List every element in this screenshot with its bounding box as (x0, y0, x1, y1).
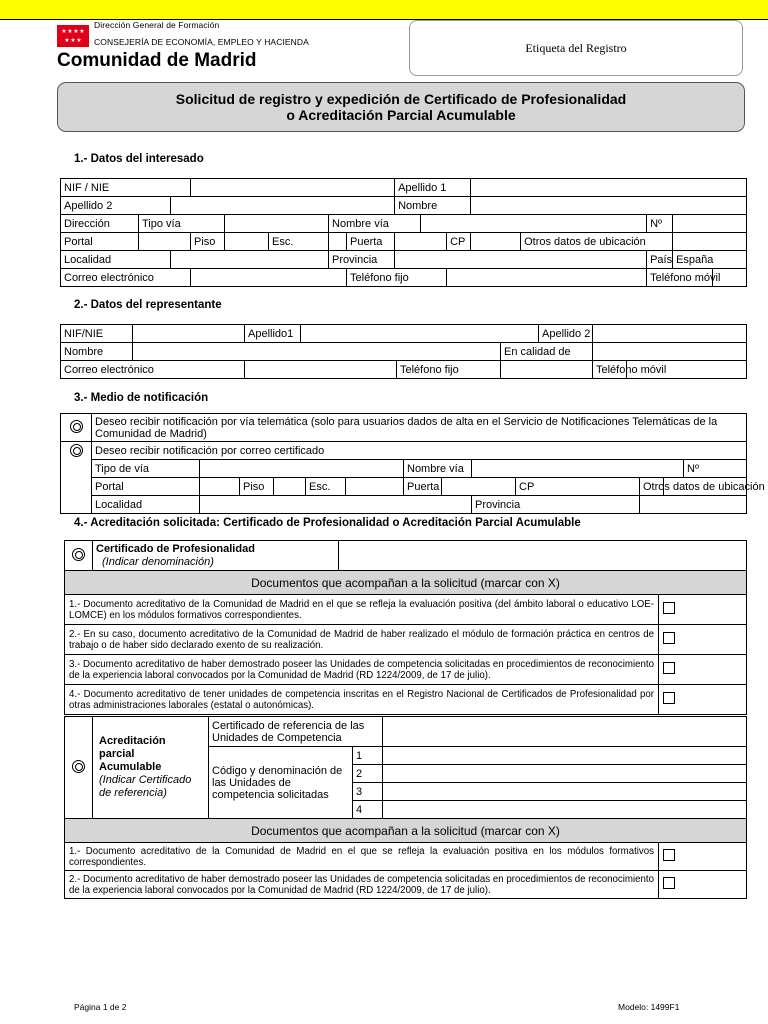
rep-label-tel-movil: Teléfono móvil (593, 361, 627, 379)
uc-num-2: 2 (353, 765, 383, 783)
n-nombre-via-input[interactable] (472, 460, 684, 478)
label-apellido1: Apellido 1 (395, 179, 471, 197)
doc-cert-2-check-cell (659, 625, 747, 655)
doc-apa-2: 2.- Documento acreditativo de haber demostrado poseer las Unidades de competencia solicitadas en procedimientos de reconocimiento de la experiencia laboral convocados por la Comunidad de Madrid (RD 1224/2009, de 17 de julio). (65, 871, 659, 899)
n-label-nombre-via: Nombre vía (404, 460, 472, 478)
label-num: Nº (647, 215, 673, 233)
label-otros: Otros datos de ubicación (521, 233, 673, 251)
correo-input[interactable] (191, 269, 347, 287)
brand-title: Comunidad de Madrid (57, 50, 257, 71)
rep-label-apellido1: Apellido1 (245, 325, 301, 343)
rep-nombre-input[interactable] (133, 343, 501, 361)
docs-header-cert: Documentos que acompañan a la solicitud (marcar con X) (65, 571, 747, 595)
cert-title: Certificado de Profesionalidad (96, 542, 255, 555)
page-number: Página 1 de 2 (74, 1002, 127, 1012)
uc-input-2[interactable] (383, 765, 747, 783)
label-codigo-uc: Código y denominación de las Unidades de competencia solicitadas (209, 747, 353, 819)
consejeria-name: CONSEJERÍA DE ECONOMÍA, EMPLEO Y HACIENDA (94, 37, 309, 47)
form-title-line1: Solicitud de registro y expedición de Certificado de Profesionalidad (175, 91, 627, 107)
opt-correo-label: Deseo recibir notificación por correo certificado (92, 442, 747, 460)
n-localidad-input[interactable] (200, 496, 472, 514)
cert-subtitle: (Indicar denominación) (102, 555, 214, 568)
doc-apa-2-checkbox[interactable] (663, 877, 675, 889)
doc-cert-3-check-cell (659, 655, 747, 685)
registry-label: Etiqueta del Registro (525, 40, 627, 55)
rep-label-nif: NIF/NIE (61, 325, 133, 343)
form-title-line2: o Acreditación Parcial Acumulable (286, 107, 516, 123)
rep-label-nombre: Nombre (61, 343, 133, 361)
n-provincia-input[interactable] (640, 496, 747, 514)
doc-cert-4-check-cell (659, 685, 747, 715)
label-tel-movil: Teléfono móvil (647, 269, 713, 287)
radio-apa-cell (65, 717, 93, 819)
portal-input[interactable] (139, 233, 191, 251)
doc-apa-1-checkbox[interactable] (663, 849, 675, 861)
uc-num-4: 4 (353, 801, 383, 819)
rep-label-apellido2: Apellido 2 (539, 325, 593, 343)
label-puerta: Puerta (347, 233, 395, 251)
doc-cert-4-checkbox[interactable] (663, 692, 675, 704)
rep-calidad-input[interactable] (593, 343, 747, 361)
certificado-table (64, 540, 747, 715)
rep-tel-fijo-input[interactable] (501, 361, 593, 379)
doc-cert-3: 3.- Documento acreditativo de haber demostrado poseer las Unidades de competencia solicitadas en procedimientos de reconocimiento de la experiencia laboral convocados por la Comunidad de Madrid (RD 1224/2009, de 17 de julio). (65, 655, 659, 685)
radio-correo-cell (61, 442, 92, 514)
n-piso-input[interactable] (274, 478, 306, 496)
pais-value[interactable]: España (673, 251, 747, 269)
rep-correo-input[interactable] (245, 361, 397, 379)
n-label-provincia: Provincia (472, 496, 640, 514)
label-localidad: Localidad (61, 251, 171, 269)
top-highlight-bar (0, 0, 768, 20)
n-label-piso: Piso (240, 478, 274, 496)
label-tipo-via: Tipo vía (139, 215, 225, 233)
uc-num-3: 3 (353, 783, 383, 801)
section2-title: 2.- Datos del representante (74, 299, 222, 311)
esc-input[interactable] (329, 233, 347, 251)
label-direccion: Dirección (61, 215, 139, 233)
label-cert-ref: Certificado de referencia de las Unidades de Competencia (209, 717, 383, 747)
n-tipo-via-input[interactable] (200, 460, 404, 478)
docs-header-apa: Documentos que acompañan a la solicitud (marcar con X) (65, 819, 747, 843)
model-number: Modelo: 1499F1 (618, 1002, 680, 1012)
uc-input-4[interactable] (383, 801, 747, 819)
provincia-input[interactable] (395, 251, 647, 269)
radio-acreditacion-parcial[interactable] (72, 760, 85, 773)
rep-label-correo: Correo electrónico (61, 361, 245, 379)
uc-num-1: 1 (353, 747, 383, 765)
doc-apa-2-check-cell (659, 871, 747, 899)
acreditacion-table (64, 716, 747, 819)
acreditacion-docs-table (64, 818, 747, 899)
n-label-localidad: Localidad (92, 496, 200, 514)
apa-l4: (Indicar Certificado (99, 774, 192, 786)
doc-cert-2-checkbox[interactable] (663, 632, 675, 644)
rep-apellido2-input[interactable] (593, 325, 747, 343)
nombre-input[interactable] (471, 197, 747, 215)
registry-label-box (409, 20, 743, 76)
doc-apa-1-check-cell (659, 843, 747, 871)
doc-cert-2: 2.- En su caso, documento acreditativo de la Comunidad de Madrid de haber realizado el módulo de formación práctica en centros de trabajo o de haber sido declarado exento de su realización. (65, 625, 659, 655)
rep-label-calidad: En calidad de (501, 343, 593, 361)
interesado-table (60, 178, 747, 287)
apellido1-input[interactable] (471, 179, 747, 197)
piso-input[interactable] (225, 233, 269, 251)
label-portal: Portal (61, 233, 139, 251)
uc-input-1[interactable] (383, 747, 747, 765)
puerta-input[interactable] (395, 233, 447, 251)
radio-certificado[interactable] (72, 548, 85, 561)
apa-l5: de referencia) (99, 787, 167, 799)
department-name: Dirección General de Formación (94, 20, 220, 30)
label-nif: NIF / NIE (61, 179, 191, 197)
n-label-esc: Esc. (306, 478, 346, 496)
madrid-flag-logo: ★ ★ ★ ★ ★ ★ ★ (57, 25, 89, 47)
cert-ref-input[interactable] (383, 717, 747, 747)
tel-fijo-input[interactable] (447, 269, 647, 287)
label-correo: Correo electrónico (61, 269, 191, 287)
doc-cert-1-check-cell (659, 595, 747, 625)
rep-nif-input[interactable] (133, 325, 245, 343)
label-esc: Esc. (269, 233, 329, 251)
n-label-puerta: Puerta (404, 478, 442, 496)
section1-title: 1.- Datos del interesado (74, 153, 204, 165)
radio-telematica[interactable] (70, 420, 83, 433)
otros-input[interactable] (673, 233, 747, 251)
radio-cert-cell (65, 541, 93, 571)
rep-label-tel-fijo: Teléfono fijo (397, 361, 501, 379)
doc-cert-4: 4.- Documento acreditativo de tener unidades de competencia inscritas en el Registro Nacional de Certificados de Profesionalidad por otras administraciones laborales (estatal o autonómicas). (65, 685, 659, 715)
label-nombre-via: Nombre vía (329, 215, 421, 233)
num-input[interactable] (673, 215, 747, 233)
uc-input-3[interactable] (383, 783, 747, 801)
n-label-tipo-via: Tipo de vía (92, 460, 200, 478)
section4-title: 4.- Acreditación solicitada: Certificado de Profesionalidad o Acreditación Parcial Acumulable (74, 517, 581, 529)
doc-apa-1: 1.- Documento acreditativo de la Comunidad de Madrid en el que se refleja la evaluación positiva en los módulos formativos correspondientes. (65, 843, 659, 871)
apa-l1: Acreditación (99, 735, 166, 747)
n-label-num: Nº (684, 460, 747, 478)
tipo-via-input[interactable] (225, 215, 329, 233)
nif-input[interactable] (191, 179, 395, 197)
n-portal-input[interactable] (200, 478, 240, 496)
label-nombre: Nombre (395, 197, 471, 215)
radio-correo-certificado[interactable] (70, 444, 83, 457)
nombre-via-input[interactable] (421, 215, 647, 233)
cert-denominacion-input[interactable] (339, 541, 747, 571)
radio-telematica-cell (61, 414, 92, 442)
apa-label-cell (93, 717, 209, 819)
label-cp: CP (447, 233, 471, 251)
n-label-otros: Otros datos de ubicación (640, 478, 664, 496)
representante-table (60, 324, 747, 379)
opt-telematica-label: Deseo recibir notificación por vía telemática (solo para usuarios dados de alta en el Servicio de Notificaciones Telemáticas de la Comunidad de Madrid) (92, 414, 747, 442)
n-esc-input[interactable] (346, 478, 404, 496)
n-label-portal: Portal (92, 478, 200, 496)
rep-apellido1-input[interactable] (301, 325, 539, 343)
apa-l2: parcial (99, 748, 135, 760)
n-puerta-input[interactable] (442, 478, 516, 496)
label-tel-fijo: Teléfono fijo (347, 269, 447, 287)
form-title (57, 82, 745, 132)
label-piso: Piso (191, 233, 225, 251)
label-pais: País (647, 251, 673, 269)
apellido2-input[interactable] (171, 197, 395, 215)
doc-cert-1: 1.- Documento acreditativo de la Comunidad de Madrid en el que se refleja la evaluación positiva (del ámbito laboral o educativo LOE-LOMCE) en los módulos formativos correspondientes. (65, 595, 659, 625)
n-label-cp: CP (516, 478, 640, 496)
localidad-input[interactable] (171, 251, 329, 269)
apa-l3: Acumulable (99, 761, 162, 773)
section3-title: 3.- Medio de notificación (74, 392, 209, 404)
cert-label-cell (93, 541, 339, 571)
label-apellido2: Apellido 2 (61, 197, 171, 215)
notificacion-table (60, 413, 765, 514)
doc-cert-1-checkbox[interactable] (663, 602, 675, 614)
cp-input[interactable] (471, 233, 521, 251)
label-provincia: Provincia (329, 251, 395, 269)
doc-cert-3-checkbox[interactable] (663, 662, 675, 674)
